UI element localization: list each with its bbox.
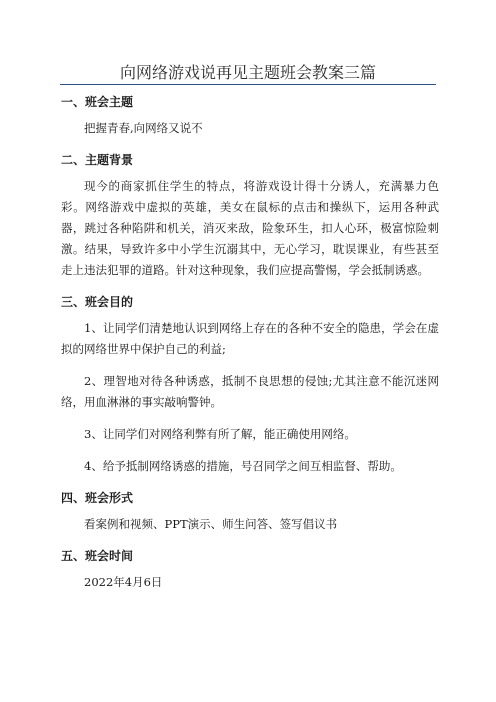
section-paragraph: 2022年4月6日 — [84, 575, 163, 589]
section-paragraph: 把握青春,向网络又说不 — [84, 121, 203, 135]
section-heading-background: 二、主题背景 — [61, 153, 134, 167]
title-rule — [60, 84, 436, 85]
document-title: 向网络游戏说再见主题班会教案三篇 — [119, 63, 376, 82]
document-body — [61, 92, 439, 593]
section-heading-format: 四、班会形式 — [61, 491, 134, 505]
section-heading-purpose: 三、班会目的 — [61, 295, 134, 309]
section-paragraph: 3、让同学们对网络利弊有所了解，能正确使用网络。 — [84, 427, 356, 441]
section-paragraph: 看案例和视频、PPT演示、师生问答、签写倡议书 — [84, 517, 338, 531]
section-heading-theme: 一、班会主题 — [61, 95, 134, 109]
section-paragraph: 1、让同学们清楚地认识到网络上存在的各种不安全的隐患，学会在虚拟的网络世界中保护自己的利益; — [61, 321, 439, 356]
section-heading-time: 五、班会时间 — [61, 549, 134, 563]
section-paragraph: 4、给予抵制网络诱惑的措施，号召同学之间互相监督、帮助。 — [84, 459, 402, 473]
section-paragraph: 现今的商家抓住学生的特点，将游戏设计得十分诱人，充满暴力色彩。网络游戏中虚拟的英雄，美女在鼠标的点击和操纵下，运用各种武器，跳过各种陷阱和机关，消灭来敌，险象环生，扣人心环，极富惊险刺激。结果，导致许多中小学生沉溺其中，无心学习，耽误课业，有些甚至走上违法犯罪的道路。针对这种现象，我们应提高警惕，学会抵制诱惑。 — [61, 179, 439, 277]
section-paragraph: 2、理智地对待各种诱惑，抵制不良思想的侵蚀;尤其注意不能沉迷网络，用血淋淋的事实敲响警钟。 — [61, 374, 439, 409]
